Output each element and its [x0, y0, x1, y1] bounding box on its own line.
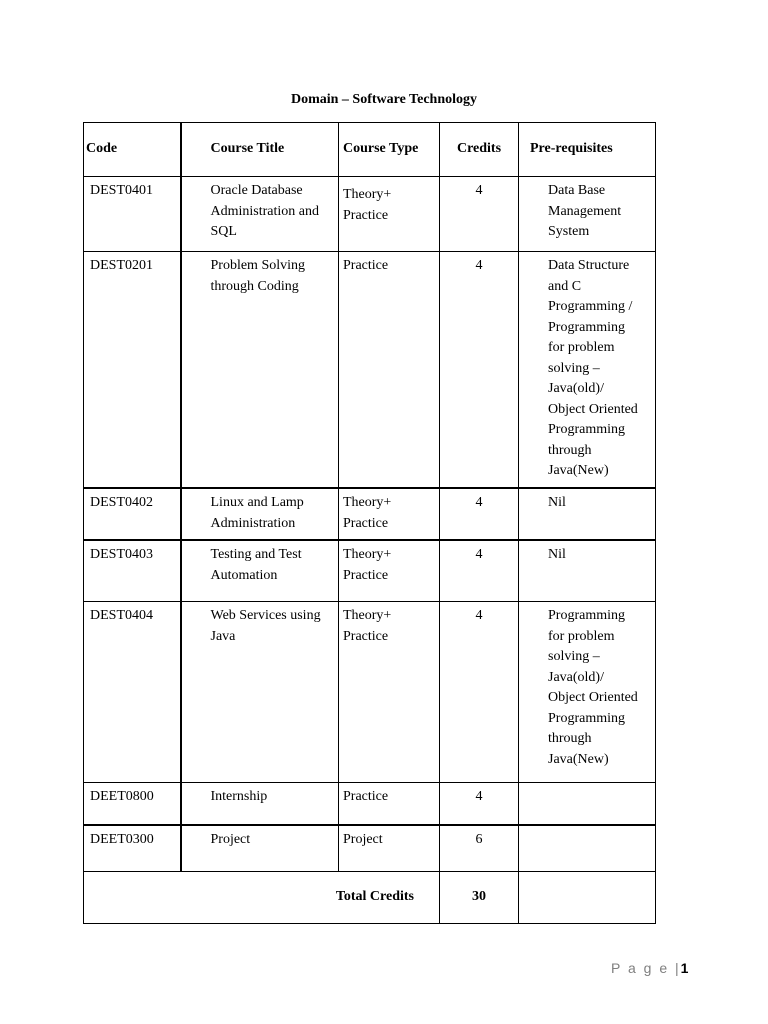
table-row	[84, 602, 656, 783]
table-row	[84, 540, 656, 602]
course-table	[83, 122, 656, 924]
cell-code: DEST0401	[84, 177, 181, 252]
cell-prerequisites: Data Base Management System	[519, 177, 656, 252]
cell-credits: 6	[440, 825, 519, 872]
cell-prerequisites	[519, 825, 656, 872]
page-number: 1	[680, 960, 689, 976]
total-row	[84, 872, 656, 924]
cell-course-title: Oracle Database Administration and SQL	[181, 177, 339, 252]
cell-credits: 4	[440, 177, 519, 252]
cell-credits: 4	[440, 488, 519, 540]
header-credits: Credits	[440, 123, 519, 177]
cell-code: DEST0201	[84, 252, 181, 489]
table-row	[84, 488, 656, 540]
cell-course-type: Theory+ Practice	[339, 602, 440, 783]
cell-course-type: Theory+ Practice	[339, 177, 440, 252]
header-prerequisites: Pre-requisites	[519, 123, 656, 177]
header-course-type: Course Type	[339, 123, 440, 177]
total-empty-cell	[519, 872, 656, 924]
table-row	[84, 252, 656, 489]
total-credits-label: Total Credits	[84, 872, 440, 924]
cell-course-type: Practice	[339, 783, 440, 826]
cell-code: DEET0300	[84, 825, 181, 872]
cell-course-title: Linux and Lamp Administration	[181, 488, 339, 540]
cell-course-type: Theory+ Practice	[339, 488, 440, 540]
cell-prerequisites: Nil	[519, 540, 656, 602]
cell-course-type: Practice	[339, 252, 440, 489]
cell-code: DEET0800	[84, 783, 181, 826]
cell-prerequisites: Programming for problem solving – Java(old)/ Object Oriented Programming through Java(New)	[519, 602, 656, 783]
page-title: Domain – Software Technology	[290, 92, 478, 107]
table-row	[84, 177, 656, 252]
cell-credits: 4	[440, 602, 519, 783]
cell-course-title: Project	[181, 825, 339, 872]
cell-course-title: Problem Solving through Coding	[181, 252, 339, 489]
table-row	[84, 783, 656, 826]
table-header-row	[84, 123, 656, 177]
cell-course-title: Internship	[181, 783, 339, 826]
header-code: Code	[84, 123, 181, 177]
table-row	[84, 825, 656, 872]
total-credits-value: 30	[440, 872, 519, 924]
cell-prerequisites: Data Structure and C Programming / Programming for problem solving – Java(old)/ Object Oriented Programming through Java(New)	[519, 252, 656, 489]
cell-course-title: Web Services using Java	[181, 602, 339, 783]
cell-code: DEST0403	[84, 540, 181, 602]
header-course-title: Course Title	[181, 123, 339, 177]
page-label: P a g e |	[611, 960, 681, 976]
cell-course-type: Theory+ Practice	[339, 540, 440, 602]
cell-code: DEST0404	[84, 602, 181, 783]
cell-course-type: Project	[339, 825, 440, 872]
page-number-footer	[611, 960, 688, 976]
cell-code: DEST0402	[84, 488, 181, 540]
cell-credits: 4	[440, 252, 519, 489]
cell-course-title: Testing and Test Automation	[181, 540, 339, 602]
cell-credits: 4	[440, 540, 519, 602]
cell-prerequisites: Nil	[519, 488, 656, 540]
cell-credits: 4	[440, 783, 519, 826]
cell-prerequisites	[519, 783, 656, 826]
